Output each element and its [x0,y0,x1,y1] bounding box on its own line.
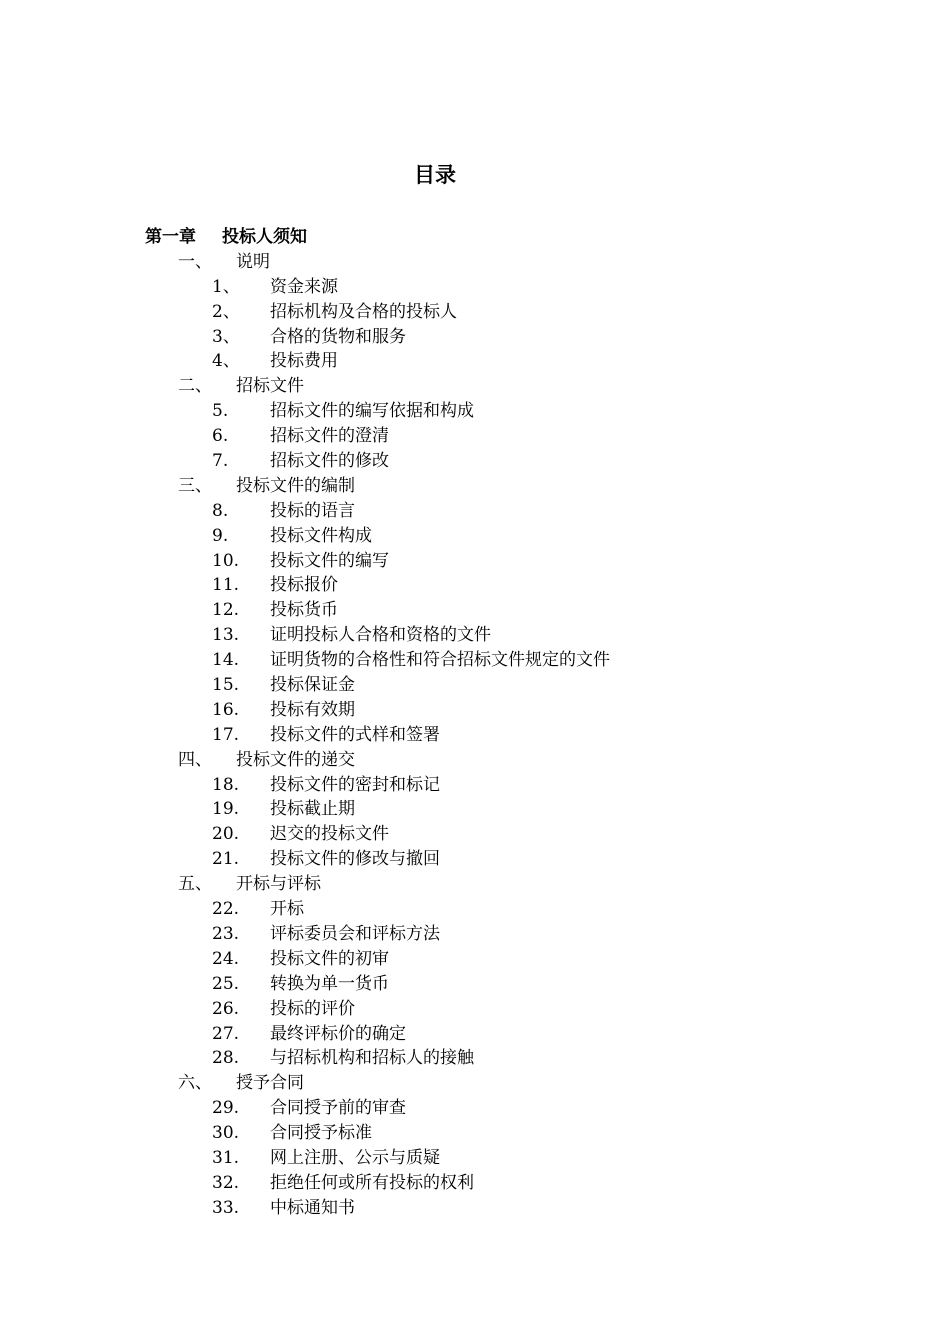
toc-item-entry[interactable] [0,449,950,474]
toc-item-entry[interactable] [0,598,950,623]
toc-item-entry[interactable] [0,524,950,549]
toc-item-entry[interactable] [0,997,950,1022]
toc-item-entry[interactable] [0,1022,950,1047]
toc-entry-number: 16. [212,699,240,720]
toc-item-entry[interactable] [0,349,950,374]
toc-entry-number: 4、 [212,351,240,372]
toc-entry-title: 合同授予标准 [270,1123,372,1144]
toc-item-entry[interactable] [0,1171,950,1196]
toc-entry-number: 11. [212,575,240,596]
toc-entry-title: 招标文件 [236,376,304,397]
toc-item-entry[interactable] [0,300,950,325]
toc-entry-title: 中标通知书 [270,1197,355,1218]
toc-entry-title: 迟交的投标文件 [270,824,389,845]
toc-entry-title: 招标文件的编写依据和构成 [270,401,474,422]
toc-item-entry[interactable] [0,773,950,798]
toc-item-entry[interactable] [0,673,950,698]
toc-chapter-entry[interactable] [0,225,950,250]
toc-entry-number: 29. [212,1098,240,1119]
toc-item-entry[interactable] [0,897,950,922]
toc-entry-title: 投标文件的式样和签署 [270,724,440,745]
toc-entry-number: 31. [212,1147,240,1168]
toc-entry-title: 开标 [270,899,304,920]
toc-entry-number: 一、 [178,251,212,272]
toc-entry-title: 开标与评标 [236,874,321,895]
toc-entry-number: 23. [212,923,240,944]
toc-entry-title: 网上注册、公示与质疑 [270,1147,440,1168]
toc-entry-title: 投标文件构成 [270,525,372,546]
toc-entry-number: 第一章 [145,227,196,247]
toc-entry-number: 15. [212,675,240,696]
toc-entry-title: 授予合同 [236,1073,304,1094]
toc-entry-title: 招标文件的澄清 [270,426,389,447]
toc-entry-title: 投标费用 [270,351,338,372]
toc-entry-title: 投标有效期 [270,699,355,720]
toc-entry-number: 8. [212,500,229,521]
toc-entry-number: 25. [212,973,240,994]
toc-item-entry[interactable] [0,847,950,872]
toc-entry-number: 19. [212,799,240,820]
toc-entry-title: 拒绝任何或所有投标的权利 [270,1172,474,1193]
table-of-contents [0,225,950,1221]
toc-entry-number: 21. [212,849,240,870]
toc-item-entry[interactable] [0,325,950,350]
toc-item-entry[interactable] [0,275,950,300]
toc-item-entry[interactable] [0,922,950,947]
toc-entry-number: 五、 [178,874,212,895]
toc-entry-title: 招标文件的修改 [270,451,389,472]
toc-entry-title: 资金来源 [270,276,338,297]
toc-entry-number: 六、 [178,1073,212,1094]
toc-item-entry[interactable] [0,499,950,524]
toc-section-entry[interactable] [0,474,950,499]
toc-entry-number: 18. [212,774,240,795]
toc-entry-title: 投标报价 [270,575,338,596]
toc-entry-title: 合格的货物和服务 [270,326,406,347]
toc-item-entry[interactable] [0,1121,950,1146]
toc-item-entry[interactable] [0,972,950,997]
toc-section-entry[interactable] [0,250,950,275]
toc-entry-title: 招标机构及合格的投标人 [270,301,457,322]
toc-entry-title: 投标货币 [270,600,338,621]
toc-entry-title: 投标的评价 [270,998,355,1019]
toc-entry-number: 22. [212,899,240,920]
toc-entry-number: 12. [212,600,240,621]
toc-section-entry[interactable] [0,748,950,773]
toc-section-entry[interactable] [0,872,950,897]
toc-entry-number: 9. [212,525,229,546]
toc-item-entry[interactable] [0,573,950,598]
toc-entry-title: 投标文件的编写 [270,550,389,571]
toc-item-entry[interactable] [0,698,950,723]
toc-entry-number: 20. [212,824,240,845]
toc-entry-number: 28. [212,1048,240,1069]
toc-entry-title: 证明货物的合格性和符合招标文件规定的文件 [270,650,610,671]
page-title: 目录 [414,163,456,187]
toc-entry-number: 3、 [212,326,240,347]
toc-entry-number: 6. [212,426,229,447]
toc-item-entry[interactable] [0,1196,950,1221]
toc-entry-number: 32. [212,1172,240,1193]
toc-entry-number: 5. [212,401,229,422]
toc-entry-title: 投标文件的编制 [236,475,355,496]
toc-entry-number: 30. [212,1123,240,1144]
toc-entry-title: 评标委员会和评标方法 [270,923,440,944]
toc-item-entry[interactable] [0,623,950,648]
toc-entry-number: 24. [212,948,240,969]
toc-section-entry[interactable] [0,1071,950,1096]
toc-entry-number: 26. [212,998,240,1019]
toc-entry-number: 四、 [178,749,212,770]
toc-entry-title: 投标截止期 [270,799,355,820]
toc-entry-number: 二、 [178,376,212,397]
toc-entry-number: 三、 [178,475,212,496]
toc-entry-title: 投标文件的递交 [236,749,355,770]
toc-item-entry[interactable] [0,424,950,449]
toc-item-entry[interactable] [0,549,950,574]
toc-item-entry[interactable] [0,1096,950,1121]
toc-entry-title: 投标文件的初审 [270,948,389,969]
toc-entry-number: 2、 [212,301,240,322]
toc-entry-title: 说明 [236,251,270,272]
toc-item-entry[interactable] [0,648,950,673]
toc-item-entry[interactable] [0,723,950,748]
toc-entry-number: 13. [212,625,240,646]
toc-item-entry[interactable] [0,822,950,847]
toc-item-entry[interactable] [0,399,950,424]
toc-section-entry[interactable] [0,374,950,399]
toc-entry-title: 投标文件的密封和标记 [270,774,440,795]
toc-entry-title: 与招标机构和招标人的接触 [270,1048,474,1069]
toc-item-entry[interactable] [0,1046,950,1071]
toc-entry-title: 投标的语言 [270,500,355,521]
toc-entry-number: 27. [212,1023,240,1044]
toc-entry-title: 证明投标人合格和资格的文件 [270,625,491,646]
toc-entry-number: 14. [212,650,240,671]
toc-entry-title: 最终评标价的确定 [270,1023,406,1044]
toc-entry-number: 1、 [212,276,240,297]
toc-item-entry[interactable] [0,797,950,822]
toc-item-entry[interactable] [0,947,950,972]
toc-item-entry[interactable] [0,1146,950,1171]
toc-entry-title: 投标文件的修改与撤回 [270,849,440,870]
toc-entry-number: 10. [212,550,240,571]
toc-entry-title: 投标保证金 [270,675,355,696]
toc-entry-title: 合同授予前的审查 [270,1098,406,1119]
toc-entry-number: 17. [212,724,240,745]
toc-entry-title: 投标人须知 [222,227,307,247]
toc-entry-number: 7. [212,451,229,472]
toc-entry-title: 转换为单一货币 [270,973,389,994]
toc-entry-number: 33. [212,1197,240,1218]
